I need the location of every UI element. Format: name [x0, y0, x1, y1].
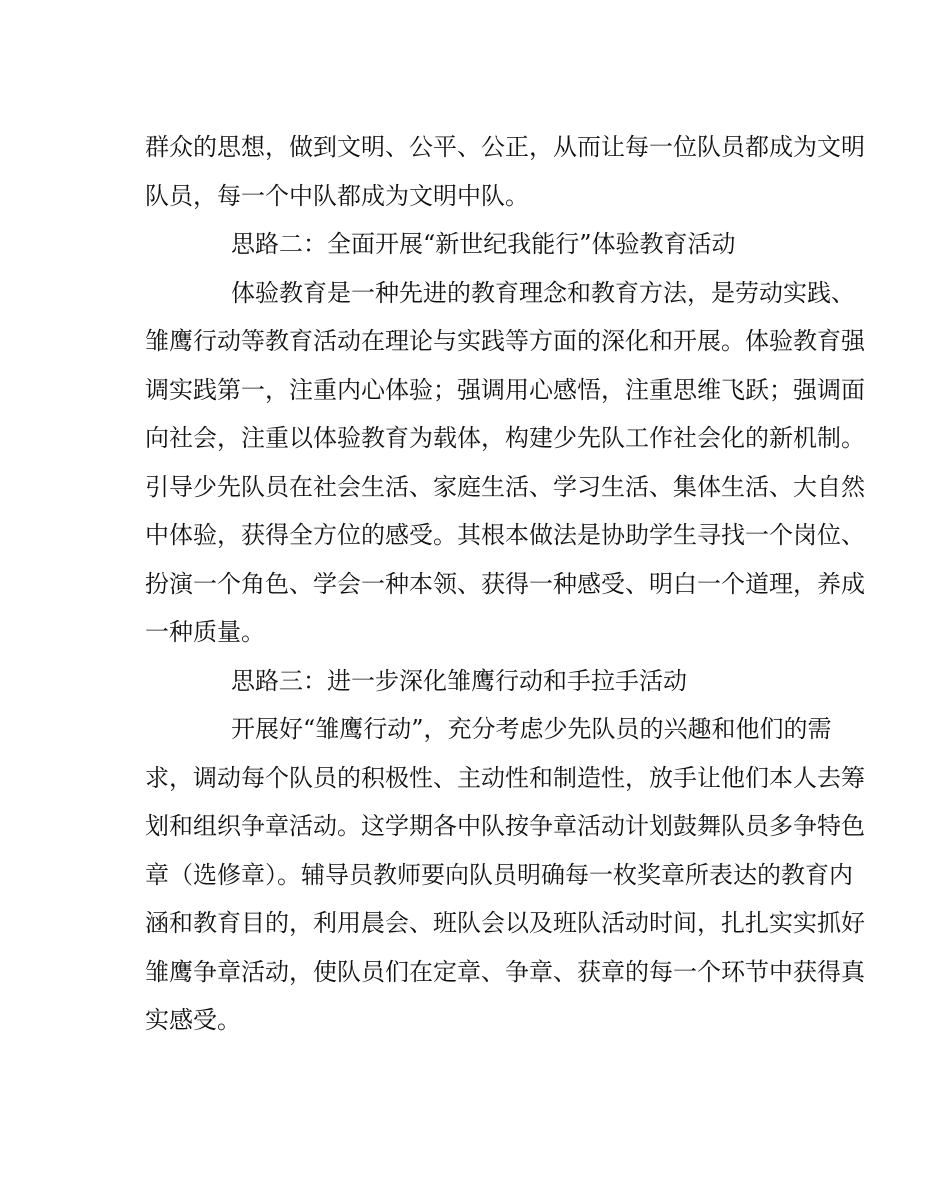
body-line: 向社会，注重以体验教育为载体，构建少先队工作社会化的新机制。: [145, 424, 865, 452]
paragraph-first-line: 开展好“雏鹰行动”，充分考虑少先队员的兴趣和他们的需: [231, 715, 832, 743]
body-line: 雏鹰争章活动，使队员们在定章、争章、获章的每一个环节中获得真: [145, 957, 865, 986]
body-line: 求，调动每个队员的积极性、主动性和制造性，放手让他们本人去筹: [145, 763, 865, 792]
document-body: [145, 123, 865, 1045]
body-line: 调实践第一，注重内心体验；强调用心感悟，注重思维飞跃；强调面: [145, 375, 865, 404]
body-line: 扮演一个角色、学会一种本领、获得一种感受、明白一个道理，养成: [145, 569, 865, 598]
body-line: 涵和教育目的，利用晨会、班队会以及班队活动时间，扎扎实实抓好: [145, 909, 865, 937]
body-line: 雏鹰行动等教育活动在理论与实践等方面的深化和开展。体验教育强: [145, 327, 865, 355]
body-line: 中体验，获得全方位的感受。其根本做法是协助学生寻找一个岗位、: [145, 521, 865, 549]
body-line: 章（选修章）。辅导员教师要向队员明确每一枚奖章所表达的教育内: [145, 860, 853, 889]
body-line: 一种质量。: [145, 618, 265, 646]
body-line: 实感受。: [145, 1006, 241, 1034]
paragraph-first-line: 体验教育是一种先进的教育理念和教育方法，是劳动实践、: [231, 278, 855, 307]
body-line: 引导少先队员在社会生活、家庭生活、学习生活、集体生活、大自然: [145, 472, 865, 501]
body-line: 划和组织争章活动。这学期各中队按争章活动计划鼓舞队员多争特色: [145, 812, 865, 840]
body-line: 群众的思想，做到文明、公平、公正，从而让每一位队员都成为文明: [145, 133, 865, 161]
body-line: 队员，每一个中队都成为文明中队。: [145, 181, 529, 210]
section-heading: 思路三：进一步深化雏鹰行动和手拉手活动: [231, 666, 687, 695]
section-heading: 思路二：全面开展“新世纪我能行”体验教育活动: [231, 230, 736, 258]
